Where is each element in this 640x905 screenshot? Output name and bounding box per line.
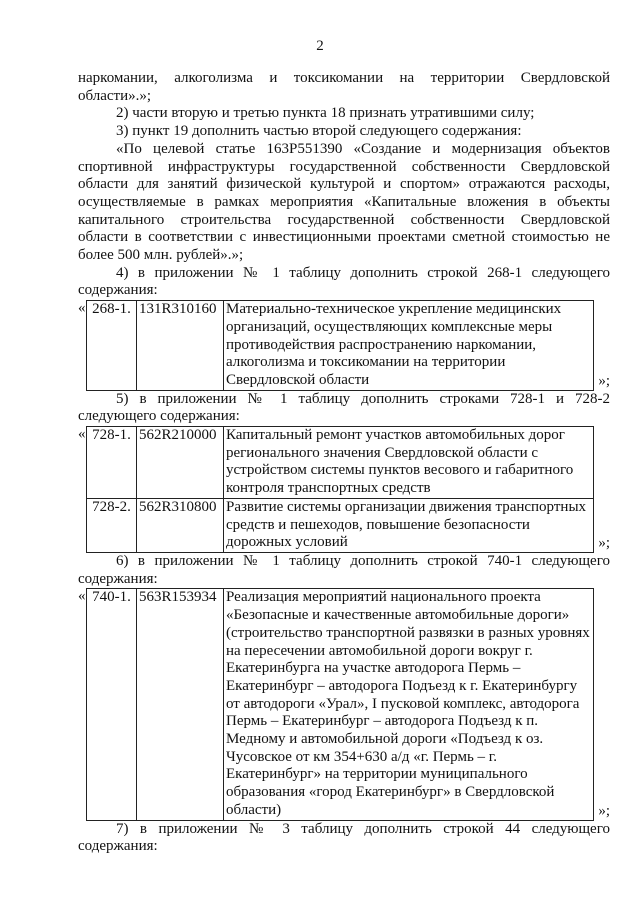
paragraph-5: 4) в приложении № 1 таблицу дополнить строкой 268-1 следующего содержания: — [78, 264, 610, 299]
paragraph-4: «По целевой статье 163Р551390 «Создание и модернизация объектов спортивной инфраструктуры государственной собственности Свердловской области для занятий физической культурой и спортом» отражаются расходы, осуществляемые в рамках мероприятия «Капитальные вложения в объекты капитального строительства государственной собственности Свердловской области в соответствии с инвестиционными проектами сметной стоимостью не более 500 млн. рублей».»; — [78, 140, 610, 264]
row-code: 131R310160 — [137, 301, 224, 391]
document-body — [78, 70, 610, 856]
amendment-table-740-1 — [78, 588, 610, 820]
row-code: 563R153934 — [137, 589, 224, 820]
row-number: 728-1. — [87, 427, 137, 499]
quote-open: « — [78, 426, 86, 443]
row-description: Материально-техническое укрепление медицинских организаций, осуществляющих комплексные меры противодействия распространению наркомании, алкоголизма и токсикомании на территории Свердловской области — [224, 301, 594, 391]
row-number: 268-1. — [87, 301, 137, 391]
page-number: 2 — [316, 38, 324, 54]
table-rows-728 — [86, 426, 594, 553]
paragraph-6: 5) в приложении № 1 таблицу дополнить строками 728-1 и 728-2 следующего содержания: — [78, 390, 610, 425]
table-row — [87, 589, 594, 820]
amendment-table-728 — [78, 426, 610, 553]
paragraph-3: 3) пункт 19 дополнить частью второй следующего содержания: — [116, 123, 522, 140]
amendment-table-268-1 — [78, 300, 610, 391]
paragraph-8: 7) в приложении № 3 таблицу дополнить строкой 44 следующего содержания: — [78, 820, 610, 855]
row-code: 562R310800 — [137, 498, 224, 552]
table-row — [87, 498, 594, 552]
row-code: 562R210000 — [137, 427, 224, 499]
row-number: 728-2. — [87, 498, 137, 552]
table-row-268-1 — [86, 300, 594, 391]
table-row-740-1 — [86, 588, 594, 820]
table-row — [87, 301, 594, 391]
row-number: 740-1. — [87, 589, 137, 820]
quote-open: « — [78, 588, 86, 605]
row-description: Капитальный ремонт участков автомобильных дорог регионального значения Свердловской области с устройством системы пунктов весового и габаритного контроля транспортных средств — [224, 427, 594, 499]
row-description: Реализация мероприятий национального проекта «Безопасные и качественные автомобильные дороги» (строительство транспортной развязки в разных уровнях на пересечении автомобильной дороги вокруг г. Екатеринбурга на участке автодорога Пермь – Екатеринбург – автодорога Подъезд к г. Екатеринбургу от автодороги «Урал», I пусковой комплекс, автодорога Пермь – Екатеринбург – автодорога Подъезд к п. Медному и автомобильной дороги «Подъезд к оз. Чусовское от км 354+630 а/д «г. Пермь – г. Екатеринбург» на территории муниципального образования «город Екатеринбург» в Свердловской области) — [224, 589, 594, 820]
paragraph-7: 6) в приложении № 1 таблицу дополнить строкой 740-1 следующего содержания: — [78, 552, 610, 587]
quote-open: « — [78, 300, 86, 317]
row-description: Развитие системы организации движения транспортных средств и пешеходов, повышение безопасности дорожных условий — [224, 498, 594, 552]
paragraph-1: наркомании, алкоголизма и токсикомании на территории Свердловской области».»; — [78, 70, 610, 104]
quote-close: »; — [598, 802, 610, 819]
table-row — [87, 427, 594, 499]
paragraph-2: 2) части вторую и третью пункта 18 признать утратившими силу; — [116, 105, 535, 122]
quote-close: »; — [598, 535, 610, 552]
quote-close: »; — [598, 372, 610, 389]
